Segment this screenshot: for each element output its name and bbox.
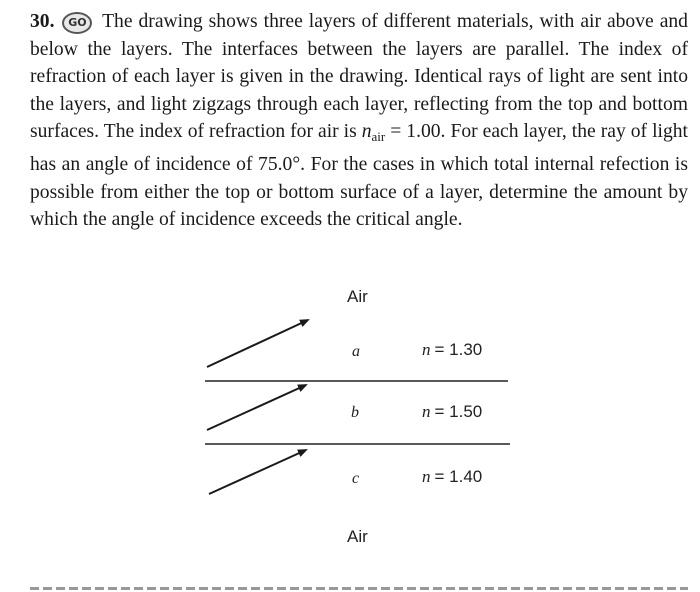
go-icon: GO: [62, 12, 92, 34]
layer-c-index-value: = 1.40: [434, 467, 483, 486]
bottom-air-label: Air: [347, 527, 368, 546]
incident-ray-a: [207, 320, 308, 367]
incident-ray-c: [209, 450, 306, 494]
layers-diagram: [0, 270, 700, 570]
problem-statement: [30, 8, 688, 234]
layer-b-index-value: = 1.50: [434, 402, 483, 421]
cutoff-text-fragment: [30, 587, 688, 590]
layer-a-letter: a: [352, 343, 360, 360]
layer-c-letter: c: [352, 470, 360, 487]
layer-c-index: [422, 467, 482, 486]
layer-a-n-symbol: n: [422, 340, 431, 359]
n-air-subscript: air: [371, 129, 386, 145]
layers-figure: [0, 270, 700, 570]
layer-b-letter: b: [351, 404, 359, 421]
layer-a-index-value: = 1.30: [434, 340, 483, 359]
layer-b-n-symbol: n: [422, 402, 431, 421]
incident-ray-b: [207, 385, 306, 430]
next-paragraph-cutoff: [30, 578, 688, 592]
problem-number: 30.: [30, 11, 55, 32]
problem-text-part-1: The drawing shows three layers of different materials, with air above and below the layers. The interfaces between the layers are parallel. The index of refraction of each layer is given in the drawing. Identical rays of light are sent into the layers, and light zigzags through each layer, reflecting from the top and bottom surfaces. The index of refraction for air is: [30, 11, 688, 143]
layer-c-n-symbol: n: [422, 467, 431, 486]
layer-b-index: [422, 402, 482, 421]
n-air-symbol: n: [361, 121, 372, 143]
problem-text-part-2: = 1.00. For each layer, the ray of light has an angle of incidence of 75.0°. For the cases in which total internal refection is possible from either the top or bottom surface of a layer, determine the amount by which the angle of incidence exceeds the critical angle.: [30, 121, 688, 231]
layer-a-index: [422, 340, 482, 359]
top-air-label: Air: [347, 287, 368, 306]
